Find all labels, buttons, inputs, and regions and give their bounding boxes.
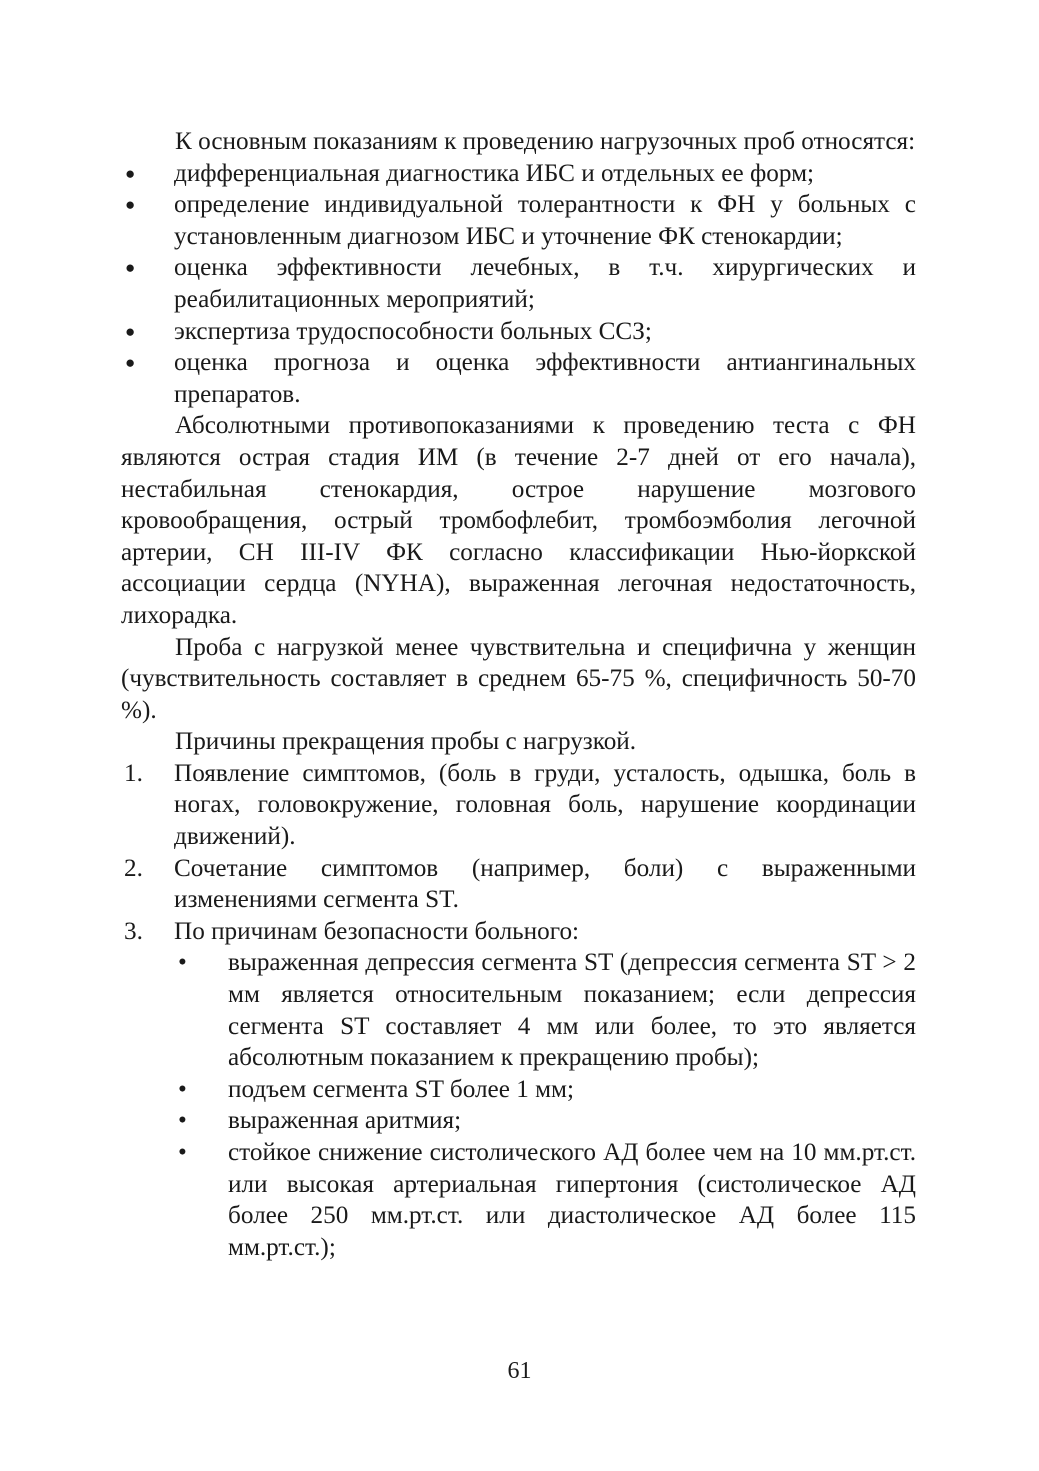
intro-paragraph: К основным показаниям к проведению нагрузочных проб относятся: bbox=[175, 128, 916, 155]
list-item: 2. Сочетание симптомов (например, боли) с выраженными изменениями сегмента ST. bbox=[124, 854, 916, 914]
list-number: 2. bbox=[124, 854, 143, 882]
bullet-icon: • bbox=[178, 1107, 187, 1135]
list-number: 3. bbox=[124, 917, 143, 945]
bullet-icon: ● bbox=[125, 163, 136, 183]
bullet-icon: ● bbox=[125, 321, 136, 341]
bullet-icon: • bbox=[178, 1075, 187, 1103]
indications-list bbox=[121, 158, 916, 411]
list-item: ● определение индивидуальной толерантности к ФН у больных с установленным диагнозом ИБС и уточнение ФК стенокардии; bbox=[125, 191, 916, 250]
list-number: 1. bbox=[124, 759, 143, 787]
list-item: • подъем сегмента ST более 1 мм; bbox=[174, 1074, 916, 1106]
bullet-icon: ● bbox=[125, 195, 136, 215]
reasons-heading: Причины прекращения пробы с нагрузкой. bbox=[175, 728, 637, 756]
bullet-icon: • bbox=[178, 1139, 187, 1166]
list-item: 1. Появление симптомов, (боль в груди, усталость, одышка, боль в ногах, головокружение, головная боль, нарушение координации движений). bbox=[124, 759, 916, 851]
list-item: ● оценка эффективности лечебных, в т.ч. хирургических и реабилитационных мероприятий; bbox=[125, 254, 916, 313]
sensitivity-paragraph: Проба с нагрузкой менее чувствительна и специфична у женщин (чувствительность составляет в среднем 65-75 %, специфичность 50-70 %). bbox=[121, 633, 916, 724]
list-item: • выраженная депрессия сегмента ST (депрессия сегмента ST > 2 мм является относительным показанием; если депрессия сегмента ST составляет 4 мм или более, то это является абсолютным показанием к прекращению пробы); bbox=[178, 949, 916, 1072]
list-item: • выраженная аритмия; bbox=[174, 1105, 916, 1137]
list-item: 3. По причинам безопасности больного: • выраженная депрессия сегмента ST (депрессия сегмента ST > 2 мм является относительным показанием; если депрессия сегмента ST составляет 4 мм или более, то это является абсолютным показанием к прекращению пробы); • подъем сегмента ST более 1 мм; • выраженная аритмия; • стойкое снижение систолического АД более чем на 10 мм.рт.ст. или высокая артериальная гипертония (систолическое АД более 250 мм.рт.ст. или диастолическое АД более 115 мм.рт.ст.); bbox=[121, 916, 916, 1264]
safety-list bbox=[174, 947, 916, 1263]
bullet-icon: ● bbox=[125, 258, 136, 278]
reasons-list bbox=[121, 758, 916, 1264]
list-item: ● оценка прогноза и оценка эффективности антиангинальных препаратов. bbox=[125, 349, 916, 408]
list-item: • стойкое снижение систолического АД более чем на 10 мм.рт.ст. или высокая артериальная гипертония (систолическое АД более 250 мм.рт.ст. или диастолическое АД более 115 мм.рт.ст.); bbox=[178, 1139, 916, 1261]
page-number: 61 bbox=[507, 1358, 532, 1384]
list-item: ● дифференциальная диагностика ИБС и отдельных ее форм; bbox=[121, 158, 916, 190]
contraindications-paragraph: Абсолютными противопоказаниями к проведению теста с ФН являются острая стадия ИМ (в течение 2-7 дней от его начала), нестабильная стенокардия, острое нарушение мозгового кровообращения, острый тромбофлебит, тромбоэмболия легочной артерии, СН III-IV ФК согласно классификации Нью-йоркской ассоциации сердца (NYHA), выраженная легочная недостаточность, лихорадка. bbox=[121, 412, 916, 629]
page-body bbox=[121, 126, 916, 1263]
bullet-icon: ● bbox=[125, 353, 136, 373]
bullet-icon: • bbox=[178, 949, 187, 977]
list-item: ● экспертиза трудоспособности больных ССЗ; bbox=[121, 316, 916, 348]
